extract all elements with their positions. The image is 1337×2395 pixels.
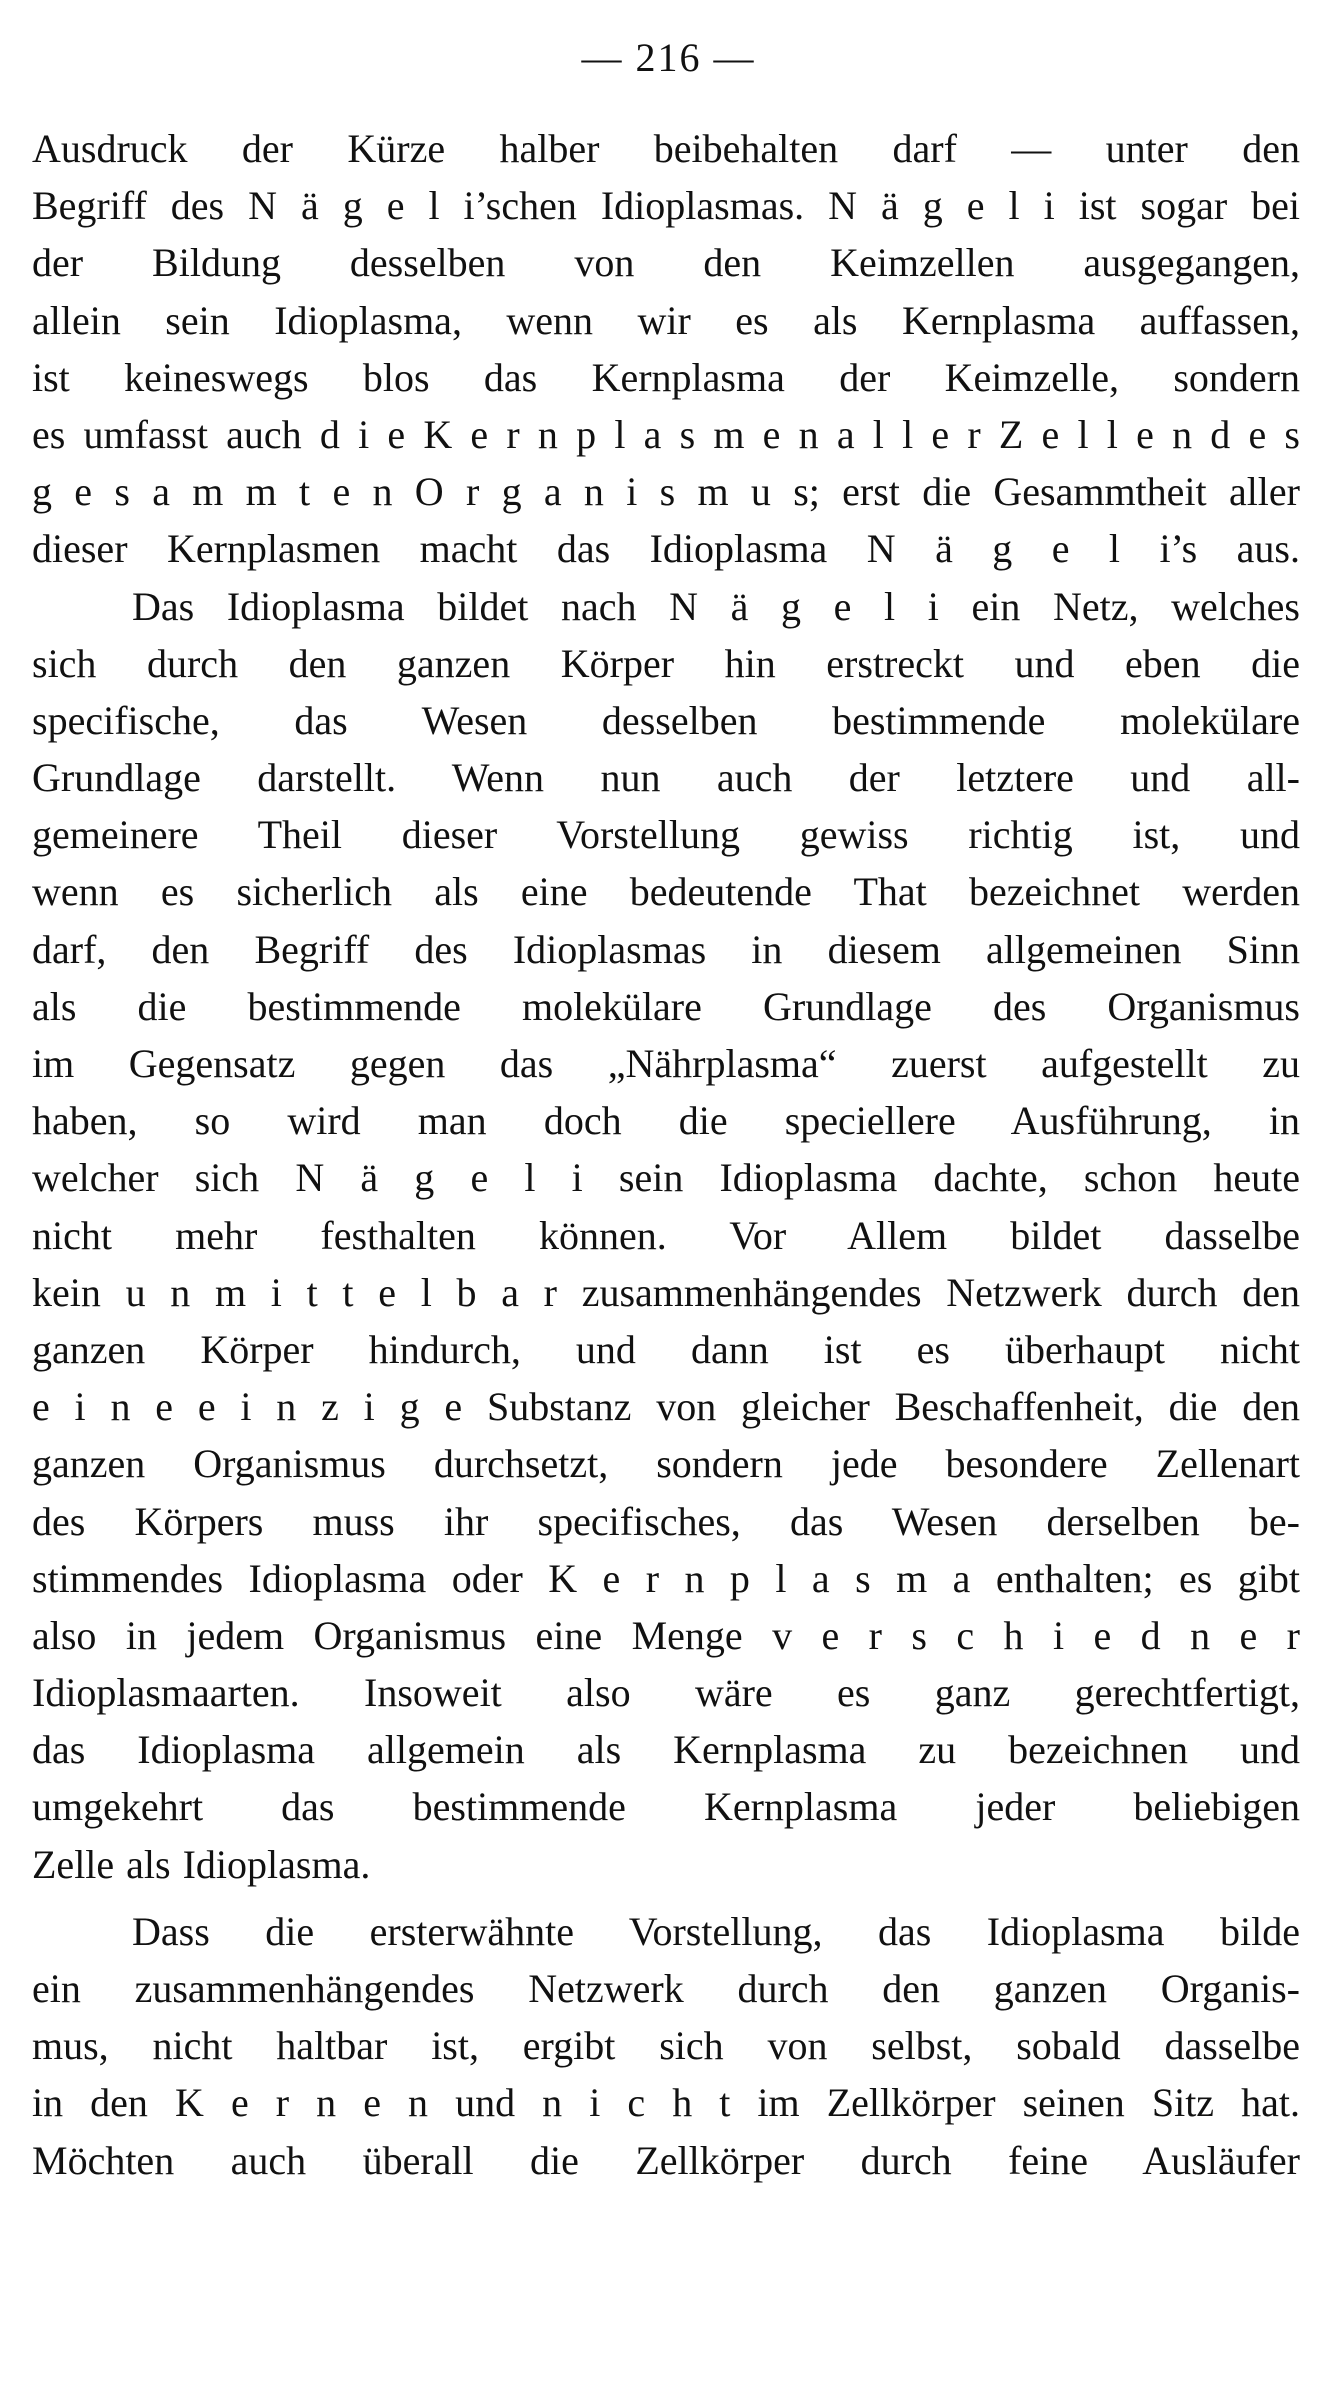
text-line: der Bildung desselben von den Keimzellen ausgegangen, [32, 240, 1300, 286]
text-line: ein zusammenhängendes Netzwerk durch den ganzen Organis- [32, 1966, 1300, 2011]
text-line: nicht mehr festhalten können. Vor Allem bildet dasselbe [32, 1212, 1300, 1258]
text-line: allein sein Idioplasma, wenn wir es als Kernplasma auffassen, [32, 297, 1300, 343]
text-line: kein u n m i t t e l b a r zusammenhängendes Netzwerk durch den [32, 1269, 1300, 1315]
text-line: dieser Kernplasmen macht das Idioplasma N ä g e l i’s aus. [32, 526, 1300, 572]
paragraph-2 [32, 578, 1300, 1893]
text-line: specifische, das Wesen desselben bestimmende molekülare [32, 697, 1300, 743]
text-line: umgekehrt das bestimmende Kernplasma jeder beliebigen [32, 1784, 1300, 1830]
text-line: in den K e r n e n und n i c h t im Zellkörper seinen Sitz hat. [32, 2080, 1300, 2126]
text-line: e i n e e i n z i g e Substanz von gleicher Beschaffenheit, die den [32, 1384, 1300, 1430]
text-line: mus, nicht haltbar ist, ergibt sich von selbst, sobald dasselbe [32, 2023, 1300, 2069]
text-line: als die bestimmende molekülare Grundlage des Organismus [32, 983, 1300, 1029]
text-line: Das Idioplasma bildet nach N ä g e l i ein Netz, welches [132, 583, 1300, 629]
text-line: Begriff des N ä g e l i’schen Idioplasmas. N ä g e l i ist sogar bei [32, 183, 1300, 229]
text-line: wenn es sicherlich als eine bedeutende That bezeichnet werden [32, 869, 1300, 915]
page-number: — 216 — [581, 35, 756, 80]
text-line: im Gegensatz gegen das „Nährplasma“ zuerst aufgestellt zu [32, 1041, 1300, 1086]
text-line: Dass die ersterwähnte Vorstellung, das Idioplasma bilde [132, 1908, 1300, 1954]
text-line: ganzen Körper hindurch, und dann ist es überhaupt nicht [32, 1326, 1300, 1372]
text-line: ganzen Organismus durchsetzt, sondern jede besondere Zellenart [32, 1441, 1300, 1487]
text-line: des Körpers muss ihr specifisches, das Wesen derselben be- [32, 1498, 1300, 1544]
paragraph-3 [32, 1903, 1300, 2189]
paragraph-gap [32, 1893, 1300, 1903]
text-line: g e s a m m t e n O r g a n i s m u s; erst die Gesammtheit aller [32, 469, 1300, 515]
text-line: Ausdruck der Kürze halber beibehalten darf — unter den [32, 126, 1300, 171]
paragraph-1 [32, 120, 1300, 578]
text-line: Möchten auch überall die Zellkörper durch feine Ausläufer [32, 2137, 1300, 2183]
text-line: es umfasst auch d i e K e r n p l a s m e n a l l e r Z e l l e n d e s [32, 411, 1300, 457]
text-line: welcher sich N ä g e l i sein Idioplasma dachte, schon heute [32, 1155, 1300, 1201]
text-line: gemeinere Theil dieser Vorstellung gewiss richtig ist, und [32, 812, 1300, 858]
text-line: das Idioplasma allgemein als Kernplasma zu bezeichnen und [32, 1727, 1300, 1773]
body-text [32, 120, 1300, 2189]
text-line: Zelle als Idioplasma. [32, 1841, 371, 1887]
text-line: haben, so wird man doch die speciellere Ausführung, in [32, 1098, 1300, 1144]
text-line: Idioplasmaarten. Insoweit also wäre es ganz gerechtfertigt, [32, 1670, 1300, 1716]
text-line: stimmendes Idioplasma oder K e r n p l a s m a enthalten; es gibt [32, 1555, 1300, 1601]
text-line: Grundlage darstellt. Wenn nun auch der letztere und all- [32, 755, 1300, 801]
text-line: also in jedem Organismus eine Menge v e r s c h i e d n e r [32, 1612, 1300, 1658]
text-line: sich durch den ganzen Körper hin erstreckt und eben die [32, 640, 1300, 686]
text-line: darf, den Begriff des Idioplasmas in diesem allgemeinen Sinn [32, 926, 1300, 972]
text-line: ist keineswegs blos das Kernplasma der Keimzelle, sondern [32, 354, 1300, 400]
